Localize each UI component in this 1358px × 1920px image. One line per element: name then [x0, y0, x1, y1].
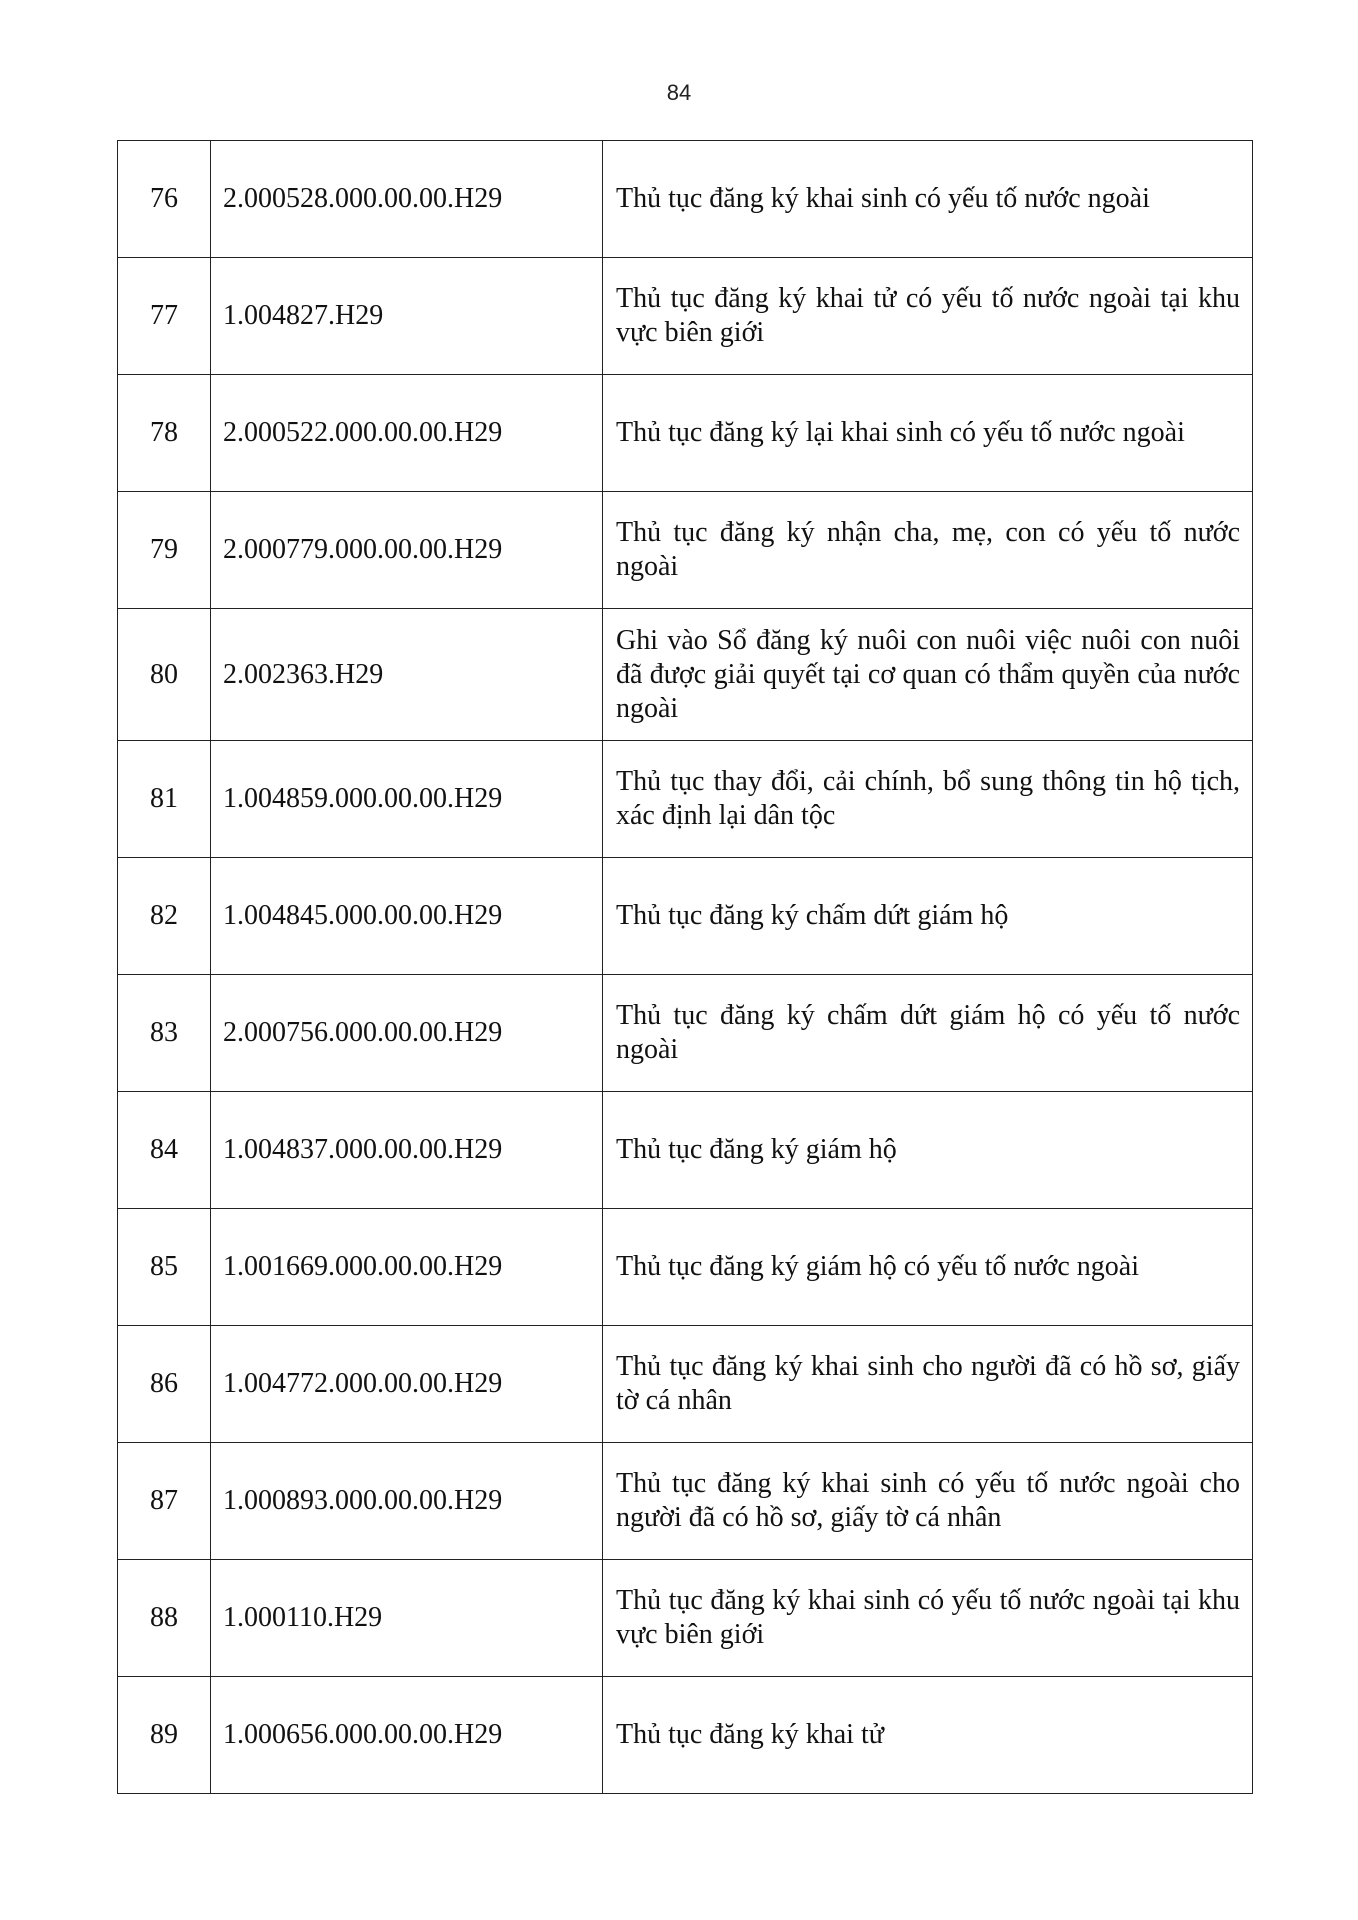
procedure-code: 1.001669.000.00.00.H29	[211, 1209, 603, 1326]
row-number: 83	[118, 975, 211, 1092]
table-row	[118, 258, 1253, 375]
row-number: 80	[118, 609, 211, 741]
procedure-name: Thủ tục đăng ký khai tử	[603, 1677, 1253, 1794]
table-row	[118, 492, 1253, 609]
procedure-name: Thủ tục đăng ký khai tử có yếu tố nước ngoài tại khu vực biên giới	[603, 258, 1253, 375]
row-number: 84	[118, 1092, 211, 1209]
procedure-code: 1.004772.000.00.00.H29	[211, 1326, 603, 1443]
row-number: 79	[118, 492, 211, 609]
row-number: 85	[118, 1209, 211, 1326]
procedure-name: Thủ tục thay đổi, cải chính, bổ sung thông tin hộ tịch, xác định lại dân tộc	[603, 741, 1253, 858]
procedure-code: 1.000893.000.00.00.H29	[211, 1443, 603, 1560]
table-row	[118, 1209, 1253, 1326]
procedure-code: 1.000110.H29	[211, 1560, 603, 1677]
row-number: 89	[118, 1677, 211, 1794]
table-row	[118, 1092, 1253, 1209]
procedure-name: Thủ tục đăng ký chấm dứt giám hộ có yếu tố nước ngoài	[603, 975, 1253, 1092]
procedure-name: Thủ tục đăng ký khai sinh có yếu tố nước ngoài cho người đã có hồ sơ, giấy tờ cá nhân	[603, 1443, 1253, 1560]
procedure-table	[117, 140, 1253, 1794]
procedure-code: 2.000522.000.00.00.H29	[211, 375, 603, 492]
table-row	[118, 1677, 1253, 1794]
table-row	[118, 141, 1253, 258]
row-number: 82	[118, 858, 211, 975]
table-row	[118, 858, 1253, 975]
procedure-code: 1.004845.000.00.00.H29	[211, 858, 603, 975]
table-row	[118, 1443, 1253, 1560]
procedure-name: Thủ tục đăng ký chấm dứt giám hộ	[603, 858, 1253, 975]
procedure-code: 1.004859.000.00.00.H29	[211, 741, 603, 858]
procedure-name: Thủ tục đăng ký khai sinh có yếu tố nước ngoài	[603, 141, 1253, 258]
row-number: 86	[118, 1326, 211, 1443]
table-row	[118, 975, 1253, 1092]
row-number: 76	[118, 141, 211, 258]
procedure-code: 2.000756.000.00.00.H29	[211, 975, 603, 1092]
procedure-name: Thủ tục đăng ký nhận cha, mẹ, con có yếu tố nước ngoài	[603, 492, 1253, 609]
procedure-name: Thủ tục đăng ký giám hộ	[603, 1092, 1253, 1209]
procedure-code: 2.000779.000.00.00.H29	[211, 492, 603, 609]
row-number: 77	[118, 258, 211, 375]
procedure-name: Thủ tục đăng ký khai sinh có yếu tố nước ngoài tại khu vực biên giới	[603, 1560, 1253, 1677]
procedure-code: 1.004837.000.00.00.H29	[211, 1092, 603, 1209]
table-row	[118, 1560, 1253, 1677]
page-number: 84	[666, 80, 692, 105]
procedure-code: 1.000656.000.00.00.H29	[211, 1677, 603, 1794]
row-number: 87	[118, 1443, 211, 1560]
table-row	[118, 375, 1253, 492]
procedure-name: Thủ tục đăng ký lại khai sinh có yếu tố nước ngoài	[603, 375, 1253, 492]
table-row	[118, 609, 1253, 741]
procedure-code: 1.004827.H29	[211, 258, 603, 375]
table-row	[118, 1326, 1253, 1443]
table-row	[118, 741, 1253, 858]
row-number: 81	[118, 741, 211, 858]
procedure-name: Ghi vào Sổ đăng ký nuôi con nuôi việc nuôi con nuôi đã được giải quyết tại cơ quan có thẩm quyền của nước ngoài	[603, 609, 1253, 741]
row-number: 78	[118, 375, 211, 492]
procedure-code: 2.002363.H29	[211, 609, 603, 741]
procedure-name: Thủ tục đăng ký giám hộ có yếu tố nước ngoài	[603, 1209, 1253, 1326]
procedure-code: 2.000528.000.00.00.H29	[211, 141, 603, 258]
row-number: 88	[118, 1560, 211, 1677]
procedure-name: Thủ tục đăng ký khai sinh cho người đã có hồ sơ, giấy tờ cá nhân	[603, 1326, 1253, 1443]
